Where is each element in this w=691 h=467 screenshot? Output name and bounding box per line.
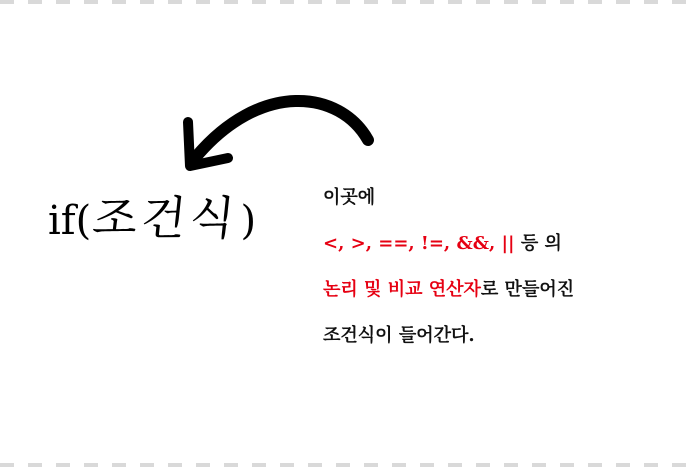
operator-list: <, >, ==, !=, &&, || [323, 233, 515, 254]
description-line-1: 이곳에 [323, 187, 376, 208]
if-keyword: if( [48, 198, 92, 244]
description-text [323, 175, 574, 359]
operator-category: 논리 및 비교 연산자 [323, 279, 481, 300]
arrow-curve [195, 101, 368, 158]
condition-handwriting: 조건식 [90, 191, 242, 245]
description-line-2 [323, 221, 574, 267]
if-expression [48, 178, 256, 261]
description-line-4: 조건식이 들어간다. [323, 325, 475, 346]
operator-suffix: 등 의 [514, 233, 562, 254]
description-line-3 [323, 267, 574, 313]
category-suffix: 로 만들어진 [480, 279, 575, 300]
closing-paren: ) [240, 198, 257, 244]
